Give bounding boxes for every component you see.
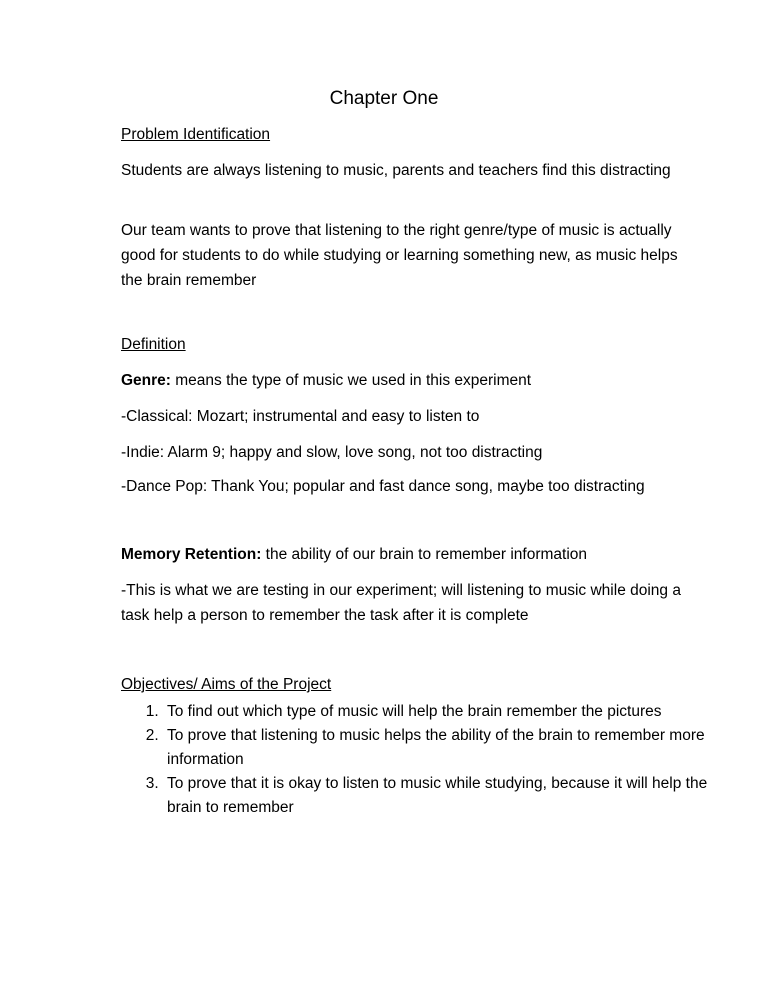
genre-dance-pop: -Dance Pop: Thank You; popular and fast dance song, maybe too distracting — [121, 478, 645, 495]
genre-indie: -Indie: Alarm 9; happy and slow, love song, not too distracting — [121, 444, 543, 461]
problem-paragraph-1: Students are always listening to music, parents and teachers find this distracting — [121, 162, 671, 179]
genre-term: Genre: — [121, 372, 171, 389]
memory-retention-note: -This is what we are testing in our experiment; will listening to music while doing a task help a person to remember the task after it is complete — [121, 582, 681, 624]
definition-heading: Definition — [121, 336, 186, 353]
objective-item-2: 2. To prove that listening to music helps the ability of the brain to remember more information — [163, 724, 723, 772]
problem-paragraph-2: Our team wants to prove that listening to the right genre/type of music is actually good for students to do while studying or learning something new, as music helps the brain remember — [121, 222, 678, 289]
objectives-heading: Objectives/ Aims of the Project — [121, 676, 332, 693]
memory-retention-text: the ability of our brain to remember information — [261, 546, 588, 563]
memory-retention-definition — [121, 542, 681, 567]
genre-classical: -Classical: Mozart; instrumental and easy to listen to — [121, 408, 480, 425]
objectives-list — [121, 700, 723, 820]
objective-item-1: 1. To find out which type of music will help the brain remember the pictures — [163, 700, 723, 724]
problem-heading: Problem Identification — [121, 126, 271, 143]
objective-item-3: 3. To prove that it is okay to listen to music while studying, because it will help the brain to remember — [163, 772, 723, 820]
memory-retention-term: Memory Retention: — [121, 546, 262, 563]
genre-text: means the type of music we used in this experiment — [170, 372, 532, 389]
chapter-title: Chapter One — [329, 88, 439, 109]
genre-definition — [121, 368, 681, 393]
